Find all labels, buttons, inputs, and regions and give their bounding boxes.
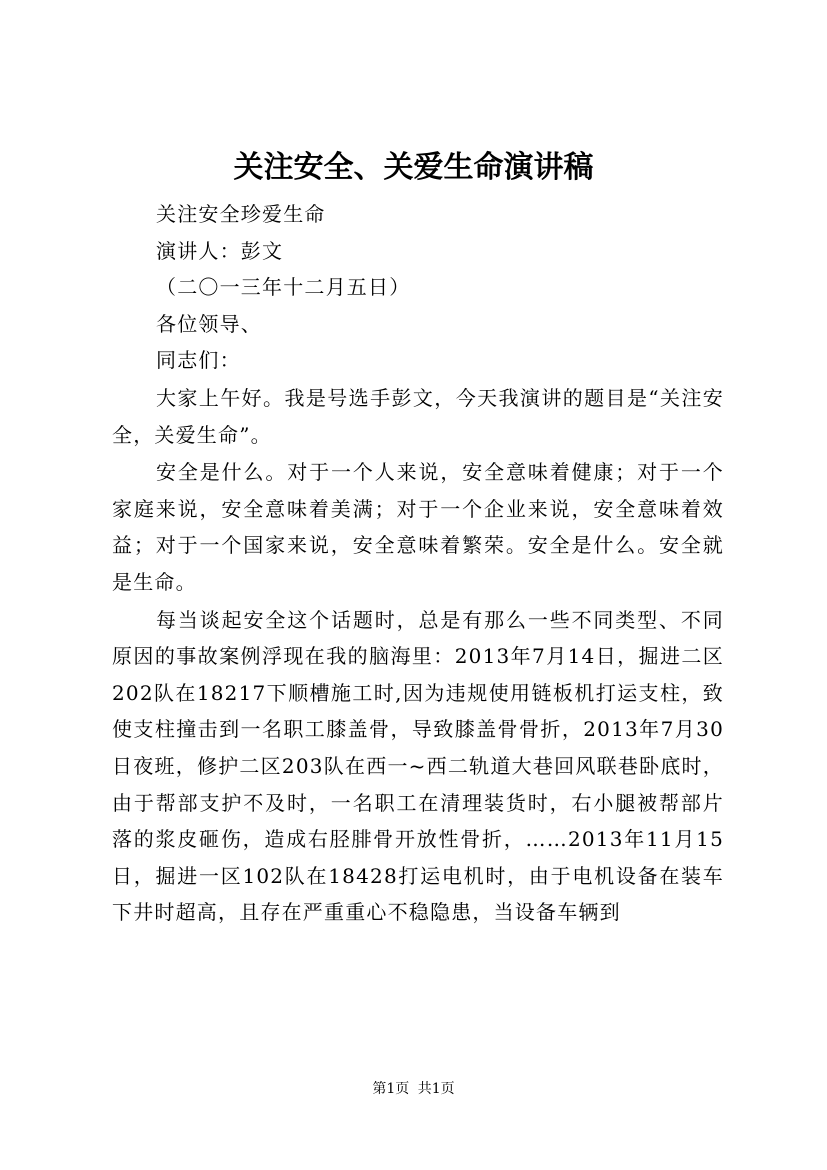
document-body — [112, 196, 724, 931]
salutation-line: 各位领导、 — [156, 311, 262, 336]
body-paragraph: 大家上午好。我是号选手彭文，今天我演讲的题目是“关注安全，关爱生命”。 — [112, 385, 724, 447]
date-line: （二〇一三年十二月五日） — [156, 275, 411, 300]
body-paragraph: 安全是什么。对于一个人来说，安全意味着健康；对于一个家庭来说，安全意味着美满；对于一个企业来说，安全意味着效益；对于一个国家来说，安全意味着繁荣。安全是什么。安全就是生命。 — [112, 460, 724, 594]
subtitle-line: 关注安全珍爱生命 — [156, 202, 326, 226]
page-footer — [0, 1079, 827, 1099]
page-total: 共1页 — [417, 1081, 455, 1097]
document-title: 关注安全、关爱生命演讲稿 — [233, 150, 594, 185]
page-number: 第1页 — [372, 1081, 410, 1097]
speaker-line: 演讲人：彭文 — [156, 238, 284, 263]
body-paragraph: 每当谈起安全这个话题时，总是有那么一些不同类型、不同原因的事故案例浮现在我的脑海里：2013年7月14日，掘进二区202队在18217下顺槽施工时,因为违规使用链板机打运支柱，致使支柱撞击到一名职工膝盖骨，导致膝盖骨骨折，2013年7月30日夜班，修护二区203队在西一~西二轨道大巷回风联巷卧底时，由于帮部支护不及时，一名职工在清理装货时，右小腿被帮部片落的浆皮砸伤，造成右胫腓骨开放性骨折，……2013年11月15日，掘进一区102队在18428打运电机时，由于电机设备在装车下井时超高，且存在严重重心不稳隐患，当设备车辆到 — [112, 607, 724, 925]
salutation-line: 同志们： — [156, 348, 241, 373]
